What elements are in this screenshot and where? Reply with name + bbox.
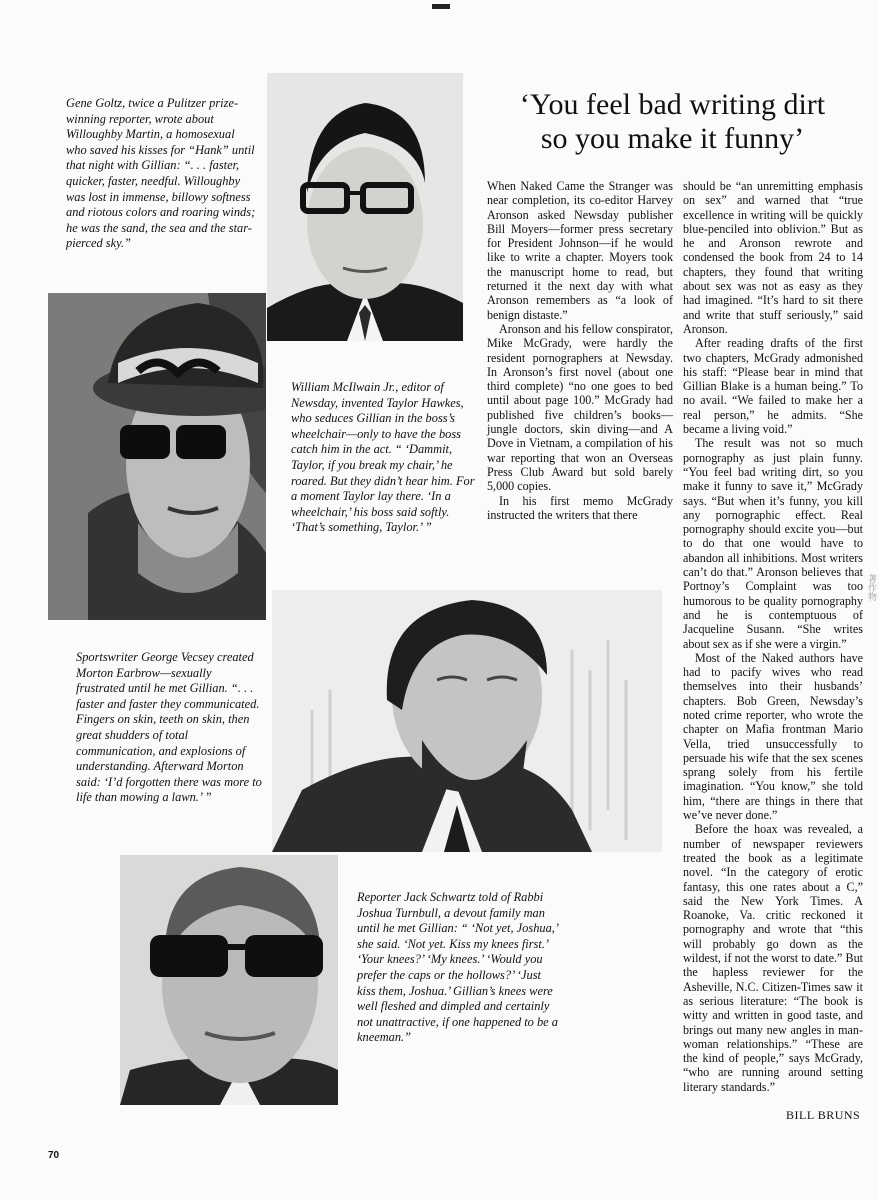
top-registration-mark [432, 4, 450, 9]
col1-paragraph-2: Aronson and his fellow conspirator, Mike McGrady, were hardly the resident pornographers at Newsday. In Aronson’s first novel (about one third complete) “no one goes to bed until about page 100.” McGrady had published five children’s books—jungle doctors, skin diving—and A Dove in Vietnam, a compilation of his war reporting that won an Overseas Press Club Award but sold barely 5,000 copies. [487, 321, 673, 494]
col2-paragraph-2: After reading drafts of the first two chapters, McGrady admonished his staff: “Please bear in mind that Gillian Blake is a human being.” To no avail. “We failed to make her a real person,” he admits. “She became a living void.” [683, 336, 863, 437]
col2-paragraph-1: should be “an unremitting emphasis on sex” and warned that “true excellence in writing will be quickly blue-penciled into oblivion.” But as he and Aronson rewrote and condensed the book from 24 to 14 chapters, they found that writing about sex was not as easy as they had imagined. “It’s hard to sit there and write that stuff seriously,” said Aronson. [683, 179, 863, 336]
article-column-1 [487, 179, 673, 522]
photo-mcilwain [267, 73, 463, 341]
article-column-2 [683, 179, 863, 1094]
caption-vecsey-text: Sportswriter George Vecsey created Morton Earbrow—sexually frustrated until he met Gillian. “. . . faster and faster they communicated. Fingers on skin, teeth on skin, then great shudders of total communication, and explosions of understanding. Afterward Morton said: ‘I’d forgotten there was more to life than mowing a lawn.’ ” [76, 650, 262, 805]
col2-paragraph-5: Before the hoax was revealed, a number of newspaper reviewers treated the book as a legitimate novel. “In the category of erotic fantasy, this one rates about a C,” said the New York Times. A Roanoke, Va. critic reckoned it pornography and wrote that “this will probably go down as the wildest, if not the worst to date.” But the hapless reviewer for the Asheville, N.C. Citizen-Times saw it as serious literature: “The book is witty and written in good taste, and brings out many new angles in man-woman relationships.” “These are the kind of people,” says McGrady, “who are running around setting literary standards.” [683, 822, 863, 1094]
side-watermark: 著作物 [867, 574, 877, 601]
article-headline [500, 88, 845, 156]
page-number: 70 [48, 1150, 60, 1161]
caption-mcilwain [291, 380, 479, 536]
col1-paragraph-1: When Naked Came the Stranger was near completion, its co-editor Harvey Aronson asked Newsday publisher Bill Moyers—former press secretary for President Johnson—if he would like to write a chapter. Moyers took the manuscript home to read, but returned it the next day with what Aronson remembers as “a look of benign distaste.” [487, 179, 673, 322]
byline: BILL BRUNS [786, 1108, 861, 1122]
caption-vecsey [76, 650, 262, 806]
caption-goltz-text: Gene Goltz, twice a Pulitzer prize-winning reporter, wrote about Willoughby Martin, a homosexual who saved his kisses for “Hank” until that night with Gillian: “. . . faster, quicker, faster, needful. Willoughby was lost in immense, billowy softness and riotous colors and roaring winds; he was the sand, the sea and the star-pierced sky.” [66, 96, 256, 251]
headline-line-1: ‘You feel bad writing dirt [519, 88, 826, 121]
caption-goltz [66, 96, 256, 252]
caption-mcilwain-text: William McIlwain Jr., editor of Newsday, invented Taylor Hawkes, who seduces Gillian in the boss’s wheelchair—only to have the boss catch him in the act. “ ‘Dammit, Taylor, if you break my chair,’ he roared. But they didn’t hear him. For a moment Taylor lay there. ‘In a wheelchair,’ his boss said softly. ‘That’s something, Taylor.’ ” [291, 380, 475, 535]
col2-paragraph-3: The result was not so much pornography as just plain funny. “You feel bad writing dirt, so you make it funny to save it,” McGrady says. “But when it’s funny, you kill any pornographic effect. Real pornography should excite you—but to do that one would have to abandon all inhibitions. Most writers can’t do that.” Aronson believes that Portnoy’s Complaint was too humorous to be quality pornography and he is contemptuous of Jacqueline Susann. “She writes about sex as if she were a virgin.” [683, 436, 863, 651]
caption-schwartz [357, 890, 561, 1046]
caption-schwartz-text: Reporter Jack Schwartz told of Rabbi Joshua Turnbull, a devout family man until he met Gillian: “ ‘Not yet, Joshua,’ she said. ‘Not yet. Kiss my knees first.’ ‘Your knees?’ ‘My knees.’ ‘Would you prefer the caps or the hollows?’ ‘Just kiss them, Joshua.’ Gillian’s knees were well fleshed and dimpled and certainly not unattractive, if one happened to be a kneeman.” [357, 890, 558, 1045]
photo-bearded-man [272, 590, 662, 852]
photo-sunglasses-man [120, 855, 338, 1105]
photo-goltz [48, 293, 266, 620]
col2-paragraph-4: Most of the Naked authors have had to pacify wives who read themselves into their husbands’ chapters. Bob Green, Newsday’s noted crime reporter, who wrote the chapter on Mafia frontman Mario Vella, tried unsuccessfully to persuade his wife that the sex scenes sprang solely from his fertile imagination. “You know,” she told him, “there are things in there that we’ve never done.” [683, 650, 863, 823]
col1-paragraph-3: In his first memo McGrady instructed the writers that there [487, 493, 673, 522]
headline-line-2: so you make it funny’ [540, 122, 805, 155]
